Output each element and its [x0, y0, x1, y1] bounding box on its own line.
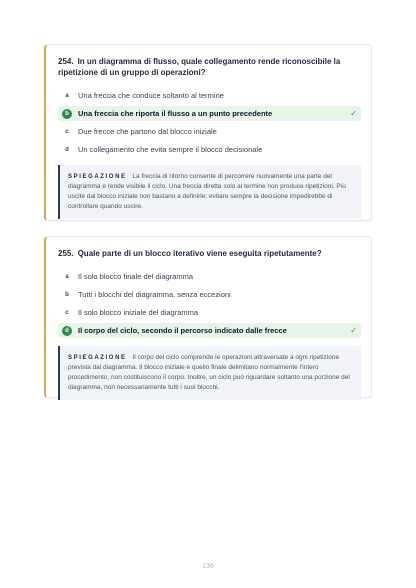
question-text: Quale parte di un blocco iterativo viene eseguita ripetutamente? [77, 249, 322, 258]
explanation-text: Il corpo del ciclo comprende le operazioni attraversate a ogni ripetizione prevista dal diagramma. Il blocco iniziale e quello finale delimitano normalmente l'intero procedimento, non costituiscono il corpo. Inoltre, un ciclo può riguardare soltanto una porzione del diagramma, non necessariamente tutti i suoi blocchi. [68, 354, 350, 391]
option-c[interactable] [58, 124, 361, 139]
option-letter: d [62, 326, 72, 336]
check-icon: ✓ [350, 326, 357, 335]
option-letter: b [62, 109, 72, 119]
option-letter: a [65, 273, 69, 280]
option-text: Un collegamento che evita sempre il blocco decisionale [78, 145, 263, 154]
question-text: In un diagramma di flusso, quale collegamento rende riconoscibile la ripetizione di un gruppo di operazioni? [58, 57, 341, 77]
explanation-label: SPIEGAZIONE [68, 174, 127, 180]
question-heading [58, 56, 361, 78]
question-number: 255. [58, 249, 74, 258]
explanation-label: SPIEGAZIONE [68, 355, 127, 361]
page-number: 136 [202, 563, 214, 570]
explanation-box [58, 165, 361, 219]
option-text: Due frecce che partono dal blocco iniziale [78, 127, 217, 136]
option-a[interactable] [58, 88, 361, 103]
option-letter: a [65, 92, 69, 99]
option-letter: c [65, 309, 69, 316]
option-a[interactable] [58, 269, 361, 284]
check-icon: ✓ [350, 109, 357, 118]
option-text: Il solo blocco finale del diagramma [78, 272, 194, 281]
answer-options [58, 88, 361, 157]
explanation-text: La freccia di ritorno consente di percorrere nuovamente una parte del diagramma e rende visibile il ciclo. Una freccia diretta solo al termine non produce ripetizioni. Più uscite dal blocco iniziale non bastano a definirle; evitare sempre la decisione impedirebbe di controllare quando uscire. [68, 173, 346, 210]
option-text: Il solo blocco iniziale del diagramma [78, 308, 199, 317]
option-text: Una freccia che riporta il flusso a un punto precedente [78, 109, 273, 118]
option-b-correct[interactable] [58, 106, 361, 121]
option-text: Il corpo del ciclo, secondo il percorso indicato dalle frecce [78, 326, 287, 335]
option-letter: b [65, 291, 69, 298]
option-text: Una freccia che conduce soltanto al termine [78, 91, 224, 100]
answer-options [58, 269, 361, 338]
option-c[interactable] [58, 305, 361, 320]
question-number: 254. [58, 57, 74, 66]
option-text: Tutti i blocchi del diagramma, senza eccezioni [78, 290, 231, 299]
option-letter: c [65, 128, 69, 135]
explanation-box [58, 346, 361, 400]
option-b[interactable] [58, 287, 361, 302]
option-d[interactable] [58, 142, 361, 157]
option-letter: d [65, 146, 69, 153]
question-heading [58, 248, 361, 259]
question-card-254 [44, 44, 372, 221]
option-d-correct[interactable] [58, 323, 361, 338]
question-card-255 [44, 236, 372, 398]
